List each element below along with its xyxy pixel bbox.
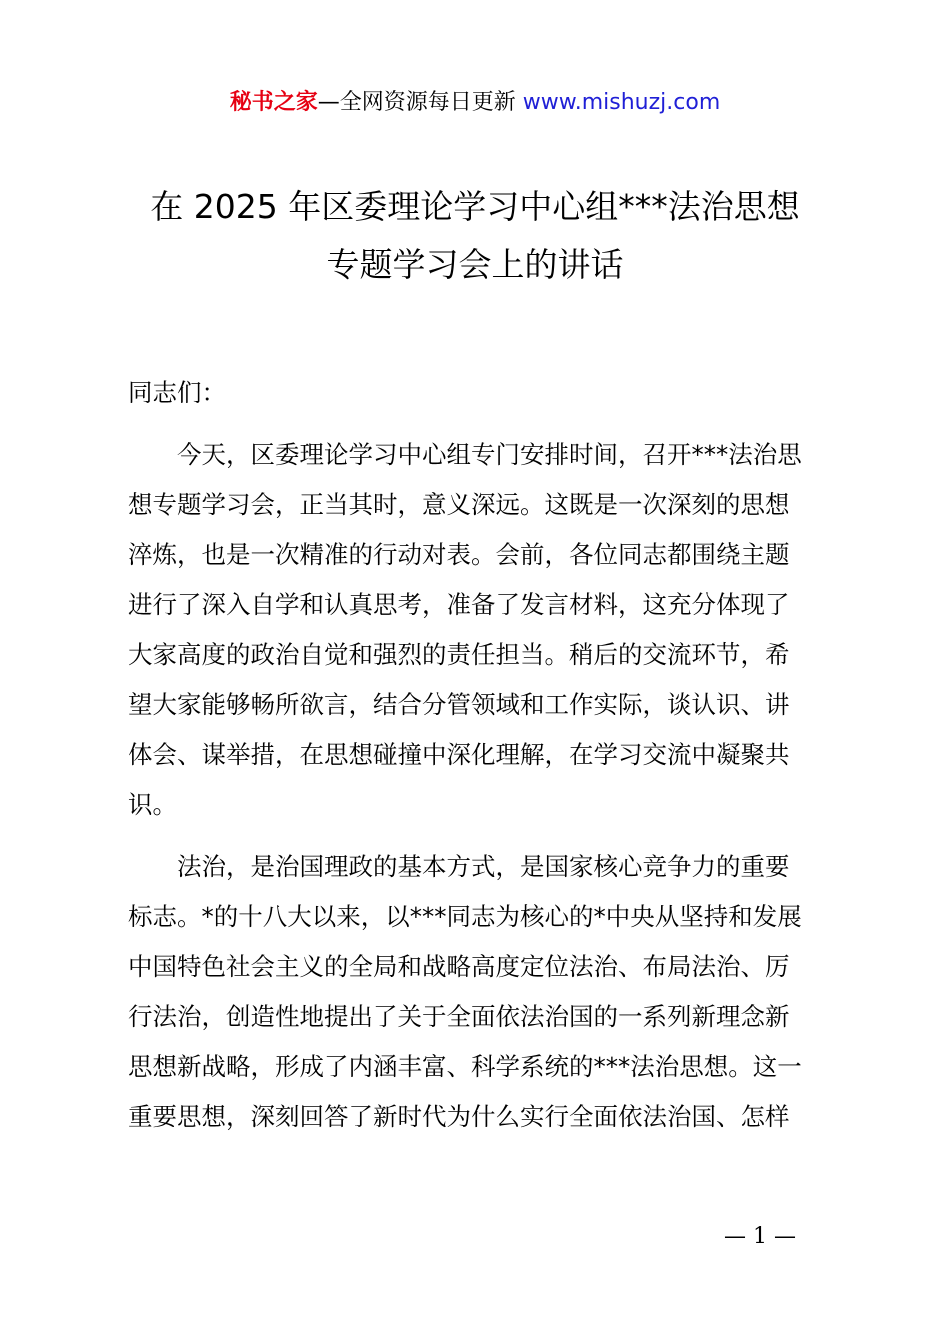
paragraph-line: 淬炼，也是一次精准的行动对表。会前，各位同志都围绕主题 [128, 540, 790, 569]
paragraph-line: 想专题学习会，正当其时，意义深远。这既是一次深刻的思想 [128, 490, 790, 519]
paragraph-line: 进行了深入自学和认真思考，准备了发言材料，这充分体现了 [128, 590, 790, 619]
paragraph-line: 标志。*的十八大以来，以***同志为核心的*中央从坚持和发展 [128, 902, 802, 931]
paragraph-line: 行法治，创造性地提出了关于全面依法治国的一系列新理念新 [128, 1002, 790, 1031]
salutation: 同志们： [128, 378, 226, 407]
paragraph-line: 思想新战略，形成了内涵丰富、科学系统的***法治思想。这一 [128, 1052, 802, 1081]
paragraph-line: 中国特色社会主义的全局和战略高度定位法治、布局法治、厉 [128, 952, 790, 981]
paragraph-2 [128, 842, 832, 1142]
paragraph-spacer [128, 830, 832, 842]
paragraph-line: 法治，是治国理政的基本方式，是国家核心竞争力的重要 [177, 852, 790, 881]
brand-name: 秘书之家 [229, 90, 318, 115]
document-body [128, 368, 832, 1142]
title-line-1: 在 2025 年区委理论学习中心组***法治思想 [150, 187, 800, 226]
paragraph-line: 今天，区委理论学习中心组专门安排时间，召开***法治思 [177, 440, 802, 469]
site-url-link[interactable]: www.mishuzj.com [522, 90, 721, 115]
paragraph-1 [128, 430, 832, 830]
header-tagline: —全网资源每日更新 [317, 90, 516, 115]
paragraph-line: 望大家能够畅所欲言，结合分管领域和工作实际，谈认识、讲 [128, 690, 790, 719]
title-line-2: 专题学习会上的讲话 [326, 245, 624, 284]
paragraph-line: 体会、谋举措，在思想碰撞中深化理解，在学习交流中凝聚共 [128, 740, 790, 769]
site-header [0, 86, 950, 120]
document-title [0, 178, 950, 294]
page-number: — 1 — [724, 1224, 796, 1249]
paragraph-line: 识。 [128, 790, 177, 819]
paragraph-line: 大家高度的政治自觉和强烈的责任担当。稍后的交流环节，希 [128, 640, 790, 669]
paragraph-line: 重要思想，深刻回答了新时代为什么实行全面依法治国、怎样 [128, 1102, 790, 1131]
